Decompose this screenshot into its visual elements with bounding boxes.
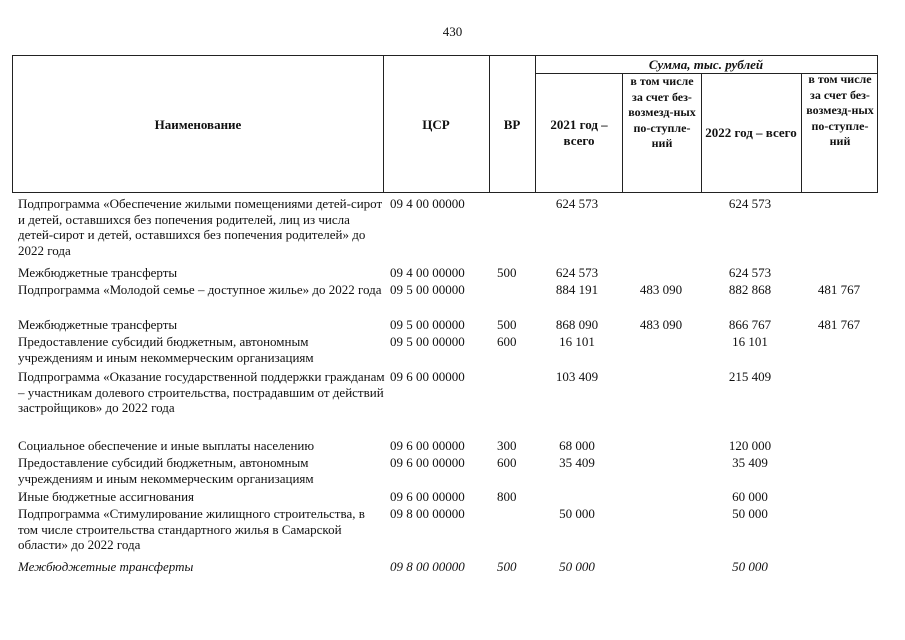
row-csr: 09 6 00 00000 bbox=[390, 455, 465, 470]
row-name: Социальное обеспечение и иные выплаты населению bbox=[18, 438, 315, 453]
row-2021-free: 483 090 bbox=[639, 282, 683, 297]
row-2021-total: 624 573 bbox=[555, 265, 599, 280]
row-csr: 09 5 00 00000 bbox=[390, 334, 465, 349]
row-name: Подпрограмма «Обеспечение жилыми помещениями детей-сирот и детей, оставшихся без попечения родителей, лиц из числа детей-сирот и детей, оставшихся без попечения родителей» до 2022 года bbox=[18, 196, 383, 258]
row-2022-total: 35 409 bbox=[732, 455, 768, 470]
row-vr: 800 bbox=[497, 489, 517, 504]
row-2022-total: 624 573 bbox=[728, 196, 772, 211]
row-2022-total: 882 868 bbox=[728, 282, 772, 297]
row-2021-free: 483 090 bbox=[639, 317, 683, 332]
row-2022-total: 50 000 bbox=[732, 559, 768, 574]
page-number: 430 bbox=[442, 24, 463, 39]
header-csr: ЦСР bbox=[422, 116, 450, 132]
row-name: Подпрограмма «Стимулирование жилищного строительства, в том числе строительства стандартного жилья в Самарской области» до 2022 года bbox=[18, 506, 365, 552]
row-2021-total: 68 000 bbox=[559, 438, 595, 453]
row-csr: 09 4 00 00000 bbox=[390, 265, 465, 280]
row-csr: 09 5 00 00000 bbox=[390, 282, 465, 297]
row-csr: 09 6 00 00000 bbox=[390, 438, 465, 453]
row-csr: 09 6 00 00000 bbox=[390, 489, 465, 504]
row-vr: 500 bbox=[497, 559, 517, 574]
row-2021-total: 103 409 bbox=[555, 369, 599, 384]
row-csr: 09 8 00 00000 bbox=[390, 559, 465, 574]
row-vr: 600 bbox=[497, 334, 517, 349]
row-2022-total: 215 409 bbox=[728, 369, 772, 384]
row-vr: 500 bbox=[497, 265, 517, 280]
header-2021-total: 2021 год – всего bbox=[550, 117, 608, 148]
row-2021-total: 624 573 bbox=[555, 196, 599, 211]
row-csr: 09 8 00 00000 bbox=[390, 506, 465, 521]
header-2022-total: 2022 год – всего bbox=[705, 124, 797, 140]
row-vr: 600 bbox=[497, 455, 517, 470]
header-vr: ВР bbox=[503, 116, 521, 132]
row-csr: 09 5 00 00000 bbox=[390, 317, 465, 332]
row-2021-total: 50 000 bbox=[559, 506, 595, 521]
row-2022-total: 50 000 bbox=[732, 506, 768, 521]
row-vr: 500 bbox=[497, 317, 517, 332]
row-name: Подпрограмма «Оказание государственной поддержки гражданам – участникам долевого строительства, пострадавшим от действий застройщиков» до 2022 года bbox=[18, 369, 385, 415]
row-2021-total: 50 000 bbox=[559, 559, 595, 574]
row-2022-total: 120 000 bbox=[728, 438, 772, 453]
row-csr: 09 6 00 00000 bbox=[390, 369, 465, 384]
row-2022-free: 481 767 bbox=[817, 282, 861, 297]
row-vr: 300 bbox=[497, 438, 517, 453]
row-2022-free: 481 767 bbox=[817, 317, 861, 332]
row-name: Подпрограмма «Молодой семье – доступное жилье» до 2022 года bbox=[18, 282, 382, 297]
header-2021-free: в том числе за счет без-возмезд-ных по-ступле-ний bbox=[628, 74, 696, 150]
row-csr: 09 4 00 00000 bbox=[390, 196, 465, 211]
row-2022-total: 60 000 bbox=[732, 489, 768, 504]
row-name: Межбюджетные трансферты bbox=[18, 265, 178, 280]
header-sum-group: Сумма, тыс. рублей bbox=[648, 56, 764, 72]
row-name: Иные бюджетные ассигнования bbox=[18, 489, 195, 504]
row-2022-total: 866 767 bbox=[728, 317, 772, 332]
row-2021-total: 35 409 bbox=[559, 455, 595, 470]
row-2022-total: 624 573 bbox=[728, 265, 772, 280]
header-name: Наименование bbox=[154, 116, 242, 132]
row-name: Предоставление субсидий бюджетным, автономным учреждениям и иным некоммерческим организациям bbox=[18, 334, 314, 365]
row-name: Межбюджетные трансферты bbox=[18, 317, 178, 332]
row-2021-total: 884 191 bbox=[555, 282, 599, 297]
row-name: Межбюджетные трансферты bbox=[18, 559, 194, 574]
row-name: Предоставление субсидий бюджетным, автономным учреждениям и иным некоммерческим организациям bbox=[18, 455, 314, 486]
row-2021-total: 16 101 bbox=[559, 334, 595, 349]
row-2021-total: 868 090 bbox=[555, 317, 599, 332]
header-2022-free: в том числе за счет без-возмезд-ных по-ступле-ний bbox=[806, 72, 874, 148]
row-2022-total: 16 101 bbox=[732, 334, 768, 349]
